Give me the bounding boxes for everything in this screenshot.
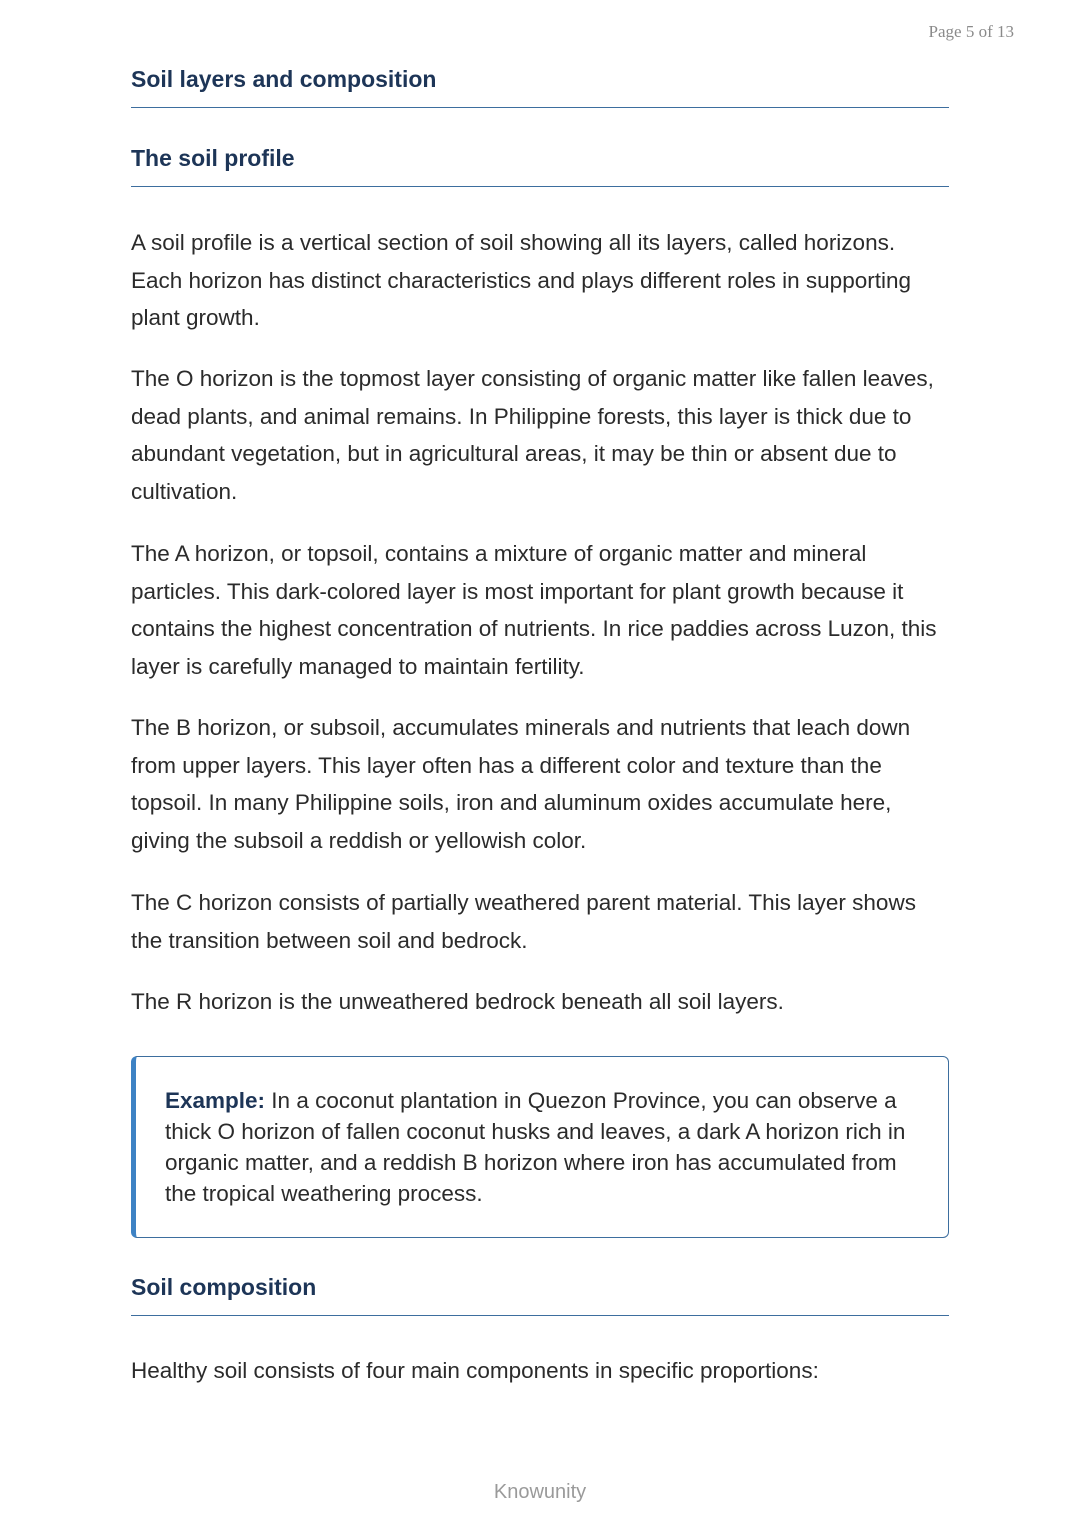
page-number: Page 5 of 13	[928, 22, 1014, 41]
soil-profile-heading: The soil profile	[131, 145, 295, 171]
paragraph-soil-profile-definition: A soil profile is a vertical section of soil showing all its layers, called horizons. Each horizon has distinct characteristics and plays different roles in supporting plant growth.	[131, 230, 911, 331]
section-title: Soil layers and composition	[131, 66, 437, 92]
soil-composition-divider	[131, 1315, 949, 1316]
section-title-divider	[131, 107, 949, 108]
footer-brand: Knowunity	[493, 1481, 587, 1503]
soil-profile-divider	[131, 186, 949, 187]
paragraph-composition-intro: Healthy soil consists of four main components in specific proportions:	[131, 1358, 819, 1383]
soil-composition-heading: Soil composition	[131, 1274, 317, 1300]
paragraph-c-horizon: The C horizon consists of partially weathered parent material. This layer shows the transition between soil and bedrock.	[131, 890, 916, 953]
example-callout	[131, 1056, 949, 1238]
example-body: In a coconut plantation in Quezon Province, you can observe a thick O horizon of fallen coconut husks and leaves, a dark A horizon rich in organic matter, and a reddish B horizon where iron has accumulated from the tropical weathering process.	[165, 1088, 906, 1206]
paragraph-b-horizon: The B horizon, or subsoil, accumulates minerals and nutrients that leach down from upper layers. This layer often has a different color and texture than the topsoil. In many Philippine soils, iron and aluminum oxides accumulate here, giving the subsoil a reddish or yellowish color.	[131, 715, 911, 854]
paragraph-a-horizon: The A horizon, or topsoil, contains a mixture of organic matter and mineral particles. This dark-colored layer is most important for plant growth because it contains the highest concentration of nutrients. In rice paddies across Luzon, this layer is carefully managed to maintain fertility.	[131, 541, 937, 680]
paragraph-r-horizon: The R horizon is the unweathered bedrock beneath all soil layers.	[131, 989, 784, 1014]
example-label: Example:	[165, 1088, 266, 1113]
paragraph-o-horizon: The O horizon is the topmost layer consisting of organic matter like fallen leaves, dead plants, and animal remains. In Philippine forests, this layer is thick due to abundant vegetation, but in agricultural areas, it may be thin or absent due to cultivation.	[131, 366, 934, 505]
example-callout-text	[165, 1085, 925, 1209]
